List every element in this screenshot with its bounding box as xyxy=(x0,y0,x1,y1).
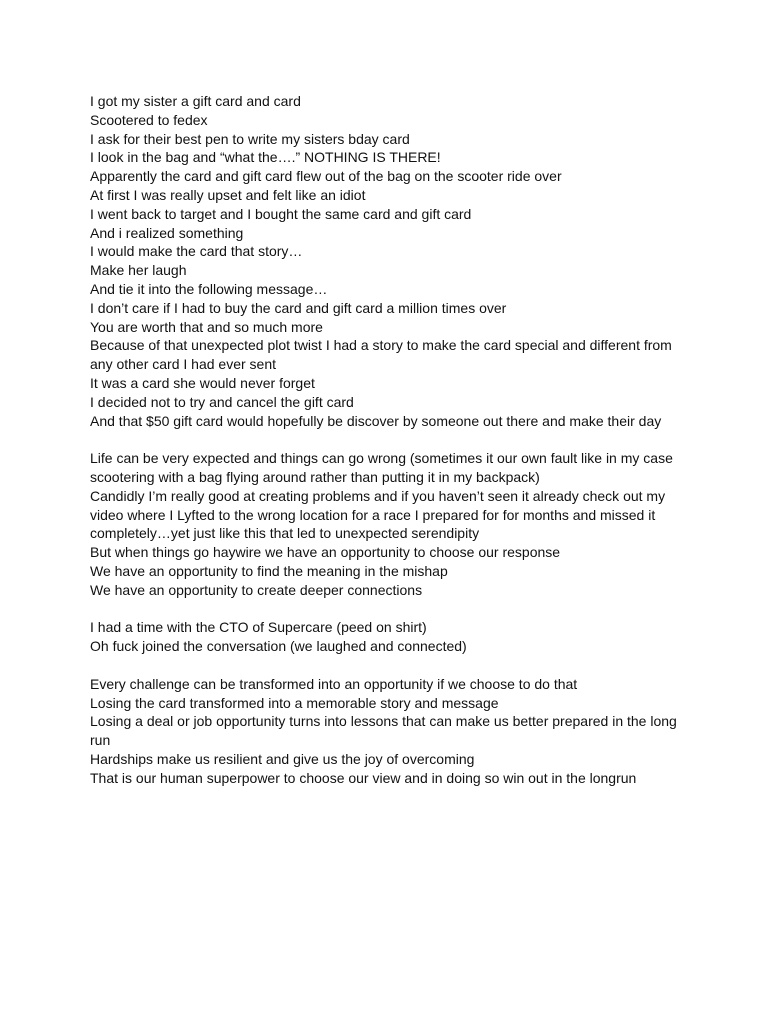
paragraph-life-goes-wrong xyxy=(90,449,680,599)
text-line: We have an opportunity to find the meaning in the mishap xyxy=(90,562,448,579)
text-line: You are worth that and so much more xyxy=(90,318,323,335)
paragraph-challenge-opportunity xyxy=(90,675,680,788)
text-line: But when things go haywire we have an opportunity to choose our response xyxy=(90,544,561,561)
text-line: And that $50 gift card would hopefully be discover by someone out there and make their day xyxy=(90,412,662,429)
text-line: I would make the card that story… xyxy=(90,243,303,260)
text-line: Scootered to fedex xyxy=(90,111,208,128)
text-line: That is our human superpower to choose our view and in doing so win out in the longrun xyxy=(90,769,637,786)
text-line: We have an opportunity to create deeper connections xyxy=(90,581,423,598)
text-line: Candidly I’m really good at creating problems and if you haven’t seen it already check out my video where I Lyfted to the wrong location for a race I prepared for for months and missed it completely…yet just like this that led to unexpected serendipity xyxy=(90,487,666,542)
text-line: And i realized something xyxy=(90,224,244,241)
text-line: I went back to target and I bought the same card and gift card xyxy=(90,205,472,222)
text-line: Apparently the card and gift card flew out of the bag on the scooter ride over xyxy=(90,168,562,185)
text-line: Oh fuck joined the conversation (we laughed and connected) xyxy=(90,638,467,655)
text-line: I don’t care if I had to buy the card and gift card a million times over xyxy=(90,299,507,316)
text-line: I ask for their best pen to write my sisters bday card xyxy=(90,130,410,147)
text-line: Every challenge can be transformed into an opportunity if we choose to do that xyxy=(90,675,578,692)
text-line: Because of that unexpected plot twist I had a story to make the card special and different from any other card I had ever sent xyxy=(90,337,672,373)
text-line: Make her laugh xyxy=(90,262,187,279)
document-page xyxy=(90,92,680,806)
text-line: I had a time with the CTO of Supercare (peed on shirt) xyxy=(90,619,427,636)
text-line: Life can be very expected and things can go wrong (sometimes it our own fault like in my case scootering with a bag flying around rather than putting it in my backpack) xyxy=(90,450,673,485)
text-line: And tie it into the following message… xyxy=(90,280,328,297)
paragraph-gift-card-story xyxy=(90,92,680,430)
paragraph-cto-story xyxy=(90,618,680,656)
text-line: I look in the bag and “what the….” NOTHING IS THERE! xyxy=(90,149,441,166)
text-line: It was a card she would never forget xyxy=(90,374,315,391)
text-line: I got my sister a gift card and card xyxy=(90,93,301,109)
text-line: I decided not to try and cancel the gift card xyxy=(90,393,354,410)
text-line: At first I was really upset and felt like an idiot xyxy=(90,186,366,203)
text-line: Hardships make us resilient and give us the joy of overcoming xyxy=(90,750,475,767)
text-line: Losing a deal or job opportunity turns into lessons that can make us better prepared in the long run xyxy=(90,713,677,749)
text-line: Losing the card transformed into a memorable story and message xyxy=(90,694,499,711)
